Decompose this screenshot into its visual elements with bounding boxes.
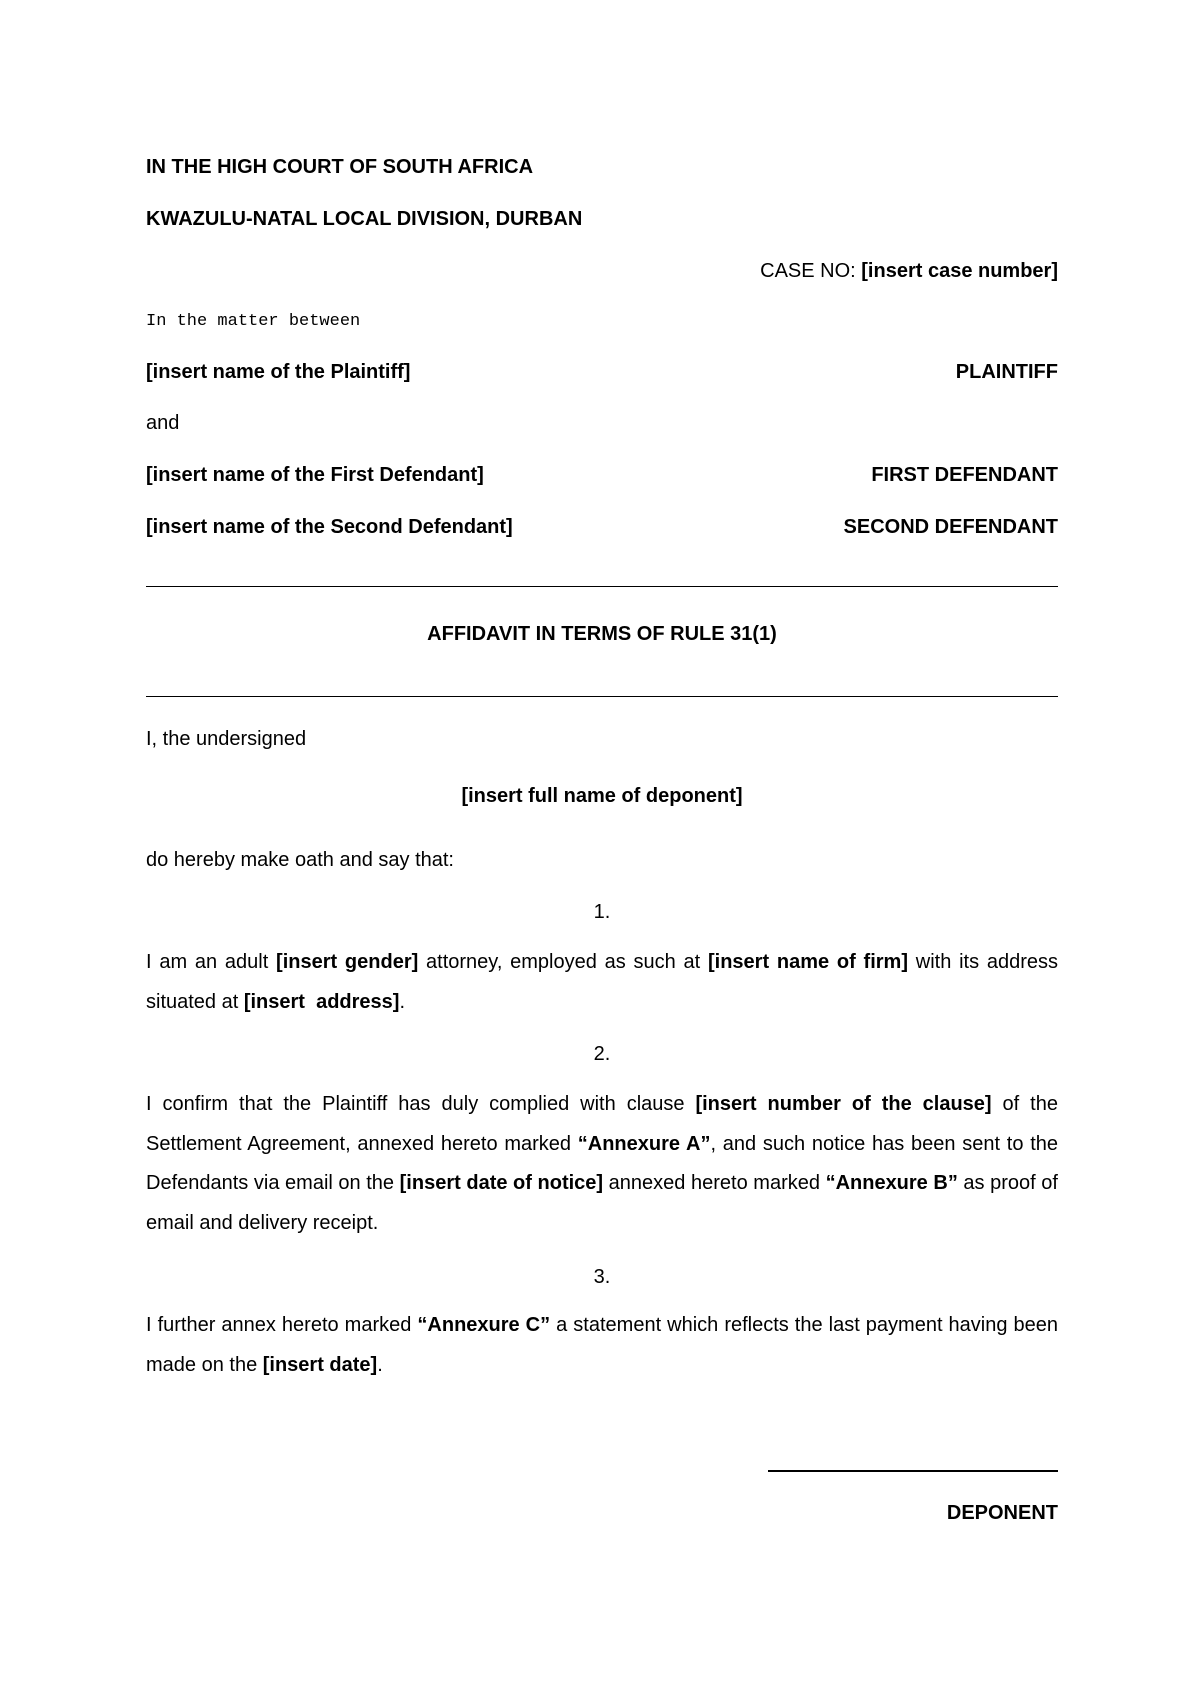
placeholder-clause: [insert number of the clause] [695,1093,992,1115]
paragraph-3-text: I further annex hereto marked [146,1314,418,1336]
annexure-c: “Annexure C” [417,1314,551,1336]
first-defendant-role: FIRST DEFENDANT [871,464,1058,486]
plaintiff-role: PLAINTIFF [955,361,1058,383]
paragraph-1-text: I am an adult [146,951,277,973]
annexure-b: “Annexure B” [825,1172,958,1194]
paragraph-3-text: . [377,1353,383,1376]
second-defendant-role: SECOND DEFENDANT [843,516,1058,538]
placeholder-firm: [insert name of firm] [707,951,908,973]
paragraph-2-text: as proof of email and delivery receipt. [146,1172,1058,1234]
paragraph-number-3: 3. [593,1266,611,1288]
divider-bottom [146,696,1058,697]
paragraph-1-text: with its address situated at [146,951,1059,1013]
matter-between: In the matter between [146,312,361,331]
paragraph-2-text: of the Settlement Agreement, annexed hereto marked [146,1093,1058,1155]
and-text: and [146,412,180,434]
court-division: KWAZULU-NATAL LOCAL DIVISION, DURBAN [146,208,583,230]
case-number-label: CASE NO: [760,260,862,282]
deponent-name: [insert full name of deponent] [461,785,743,807]
court-name: IN THE HIGH COURT OF SOUTH AFRICA [146,156,534,178]
paragraph-1 [146,943,1058,1022]
paragraph-2-text: annexed hereto marked [603,1172,826,1194]
annexure-a: “Annexure A” [577,1132,711,1155]
divider-top [146,586,1058,587]
placeholder-address: [insert address] [243,990,400,1013]
paragraph-number-1: 1. [593,901,611,923]
intro-text: I, the undersigned [146,728,307,750]
paragraph-3 [146,1306,1058,1385]
placeholder-gender: [insert gender] [276,951,419,973]
oath-text: do hereby make oath and say that: [146,849,454,871]
first-defendant-name: [insert name of the First Defendant] [146,464,484,486]
affidavit-title: AFFIDAVIT IN TERMS OF RULE 31(1) [427,623,777,645]
second-defendant-name: [insert name of the Second Defendant] [146,516,513,538]
paragraph-1-text: attorney, employed as such at [418,951,708,973]
case-number-value: [insert case number] [861,260,1058,282]
case-number [146,259,1058,283]
paragraph-2-text: I confirm that the Plaintiff has duly complied with clause [146,1093,696,1115]
placeholder-date: [insert date] [262,1353,378,1376]
plaintiff-name: [insert name of the Plaintiff] [146,361,411,383]
signature-line [768,1470,1058,1472]
first-defendant-row [146,463,1058,487]
second-defendant-row [146,515,1058,539]
paragraph-3-text: a statement which reflects the last payment having been made on the [146,1314,1058,1376]
plaintiff-row [146,360,1058,384]
paragraph-1-text: . [399,990,406,1013]
paragraph-2 [146,1085,1058,1243]
placeholder-notice-date: [insert date of notice] [399,1172,604,1194]
paragraph-2-text: , and such notice has been sent to the Defendants via email on the [146,1132,1058,1194]
deponent-label: DEPONENT [946,1502,1058,1524]
paragraph-number-2: 2. [593,1043,611,1065]
